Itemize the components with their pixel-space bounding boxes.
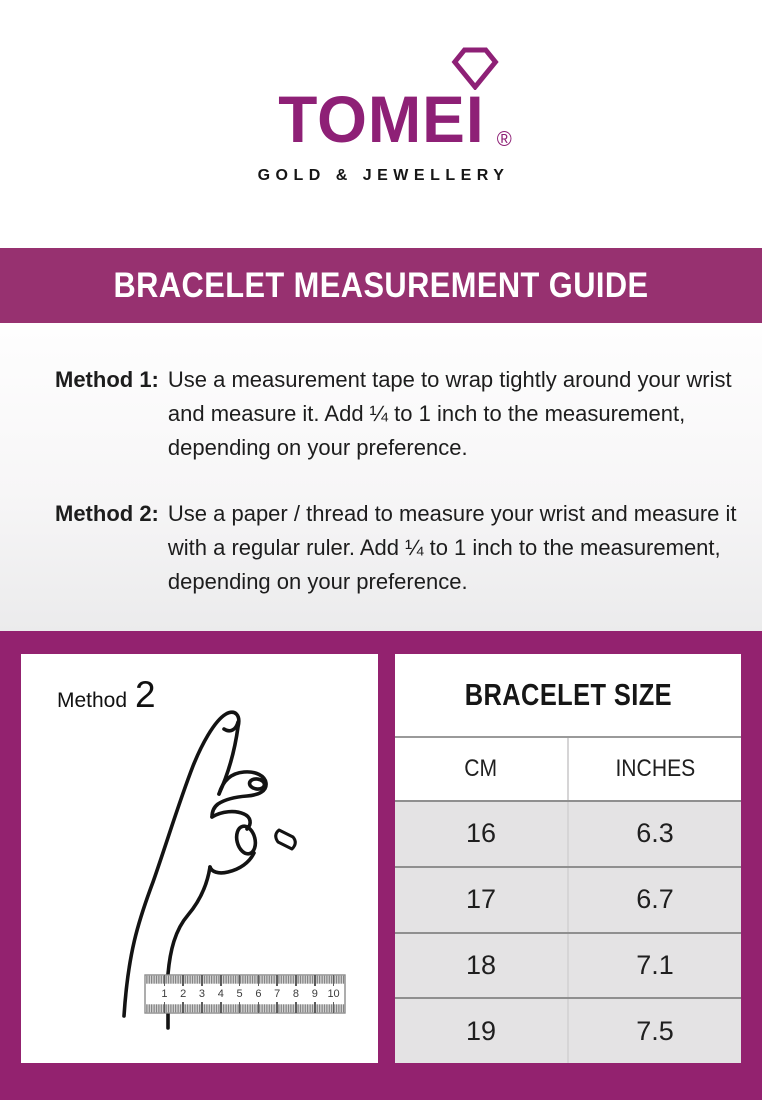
- ruler-number: 4: [211, 975, 230, 1013]
- method-2-label: Method 2:: [55, 501, 159, 526]
- ruler-scale: [145, 975, 345, 1013]
- size-table-title-row: [395, 654, 741, 738]
- method-1-paragraph: [55, 363, 762, 465]
- size-table-body: [395, 800, 741, 1063]
- brand-name-last-letter: I: [465, 86, 484, 152]
- brand-logo: [277, 82, 512, 156]
- method-2-text: [168, 497, 737, 599]
- diagram-method-word: Method: [57, 689, 128, 712]
- ruler-number: 8: [287, 975, 306, 1013]
- ruler-number: 7: [268, 975, 287, 1013]
- diamond-icon: [451, 46, 500, 90]
- diagram-method-label: [57, 674, 156, 716]
- method-2-line: Use a paper / thread to measure your wrist and measure it: [167, 501, 737, 526]
- ruler-number: 3: [193, 975, 212, 1013]
- page-title: BRACELET MEASUREMENT GUIDE: [113, 265, 649, 305]
- inches-value: 6.3: [567, 802, 741, 866]
- method-1-text: [168, 363, 732, 465]
- brand-header: [0, 0, 762, 248]
- size-table-header-row: [395, 738, 741, 800]
- ruler-number: 10: [324, 975, 343, 1013]
- cm-value: 18: [465, 949, 497, 980]
- table-row: [395, 932, 741, 998]
- method-1-line: Use a measurement tape to wrap tightly around your wrist: [167, 367, 732, 392]
- table-row: [395, 997, 741, 1063]
- brand-name-prefix: TOME: [277, 82, 466, 156]
- cm-value: 17: [465, 884, 497, 915]
- registered-trademark-icon: ®: [496, 128, 512, 151]
- method-2-line: with a regular ruler. Add ¼ to 1 inch to the measurement,: [167, 535, 721, 560]
- method-2-diagram-card: [21, 654, 378, 1063]
- method-1-line: and measure it. Add ¼ to 1 inch to the measurement,: [167, 401, 686, 426]
- diagram-method-number: 2: [135, 674, 156, 715]
- ruler-number: 1: [155, 975, 174, 1013]
- method-2-line: depending on your preference.: [167, 569, 468, 594]
- ruler-number: 5: [230, 975, 249, 1013]
- ruler-number: 9: [305, 975, 324, 1013]
- column-header-inches: INCHES: [567, 738, 741, 800]
- ruler-number: 2: [174, 975, 193, 1013]
- method-1-label: Method 1:: [55, 367, 159, 392]
- method-2-paragraph: [55, 497, 762, 599]
- inches-value: 6.7: [567, 868, 741, 932]
- bracelet-size-table: [395, 654, 741, 1063]
- method-1-line: depending on your preference.: [167, 435, 468, 460]
- inches-value: 7.1: [567, 934, 741, 998]
- illustration-and-size-section: [0, 631, 762, 1100]
- ruler-number: 6: [249, 975, 268, 1013]
- column-header-cm: CM: [464, 755, 498, 782]
- cm-value: 19: [465, 1015, 497, 1046]
- table-row: [395, 800, 741, 866]
- table-row: [395, 866, 741, 932]
- cm-value: 16: [465, 818, 497, 849]
- methods-section: [0, 323, 762, 631]
- inches-value: 7.5: [567, 999, 741, 1063]
- brand-tagline: GOLD & JEWELLERY: [257, 167, 510, 184]
- title-banner: [0, 248, 762, 323]
- size-table-title: BRACELET SIZE: [464, 677, 672, 712]
